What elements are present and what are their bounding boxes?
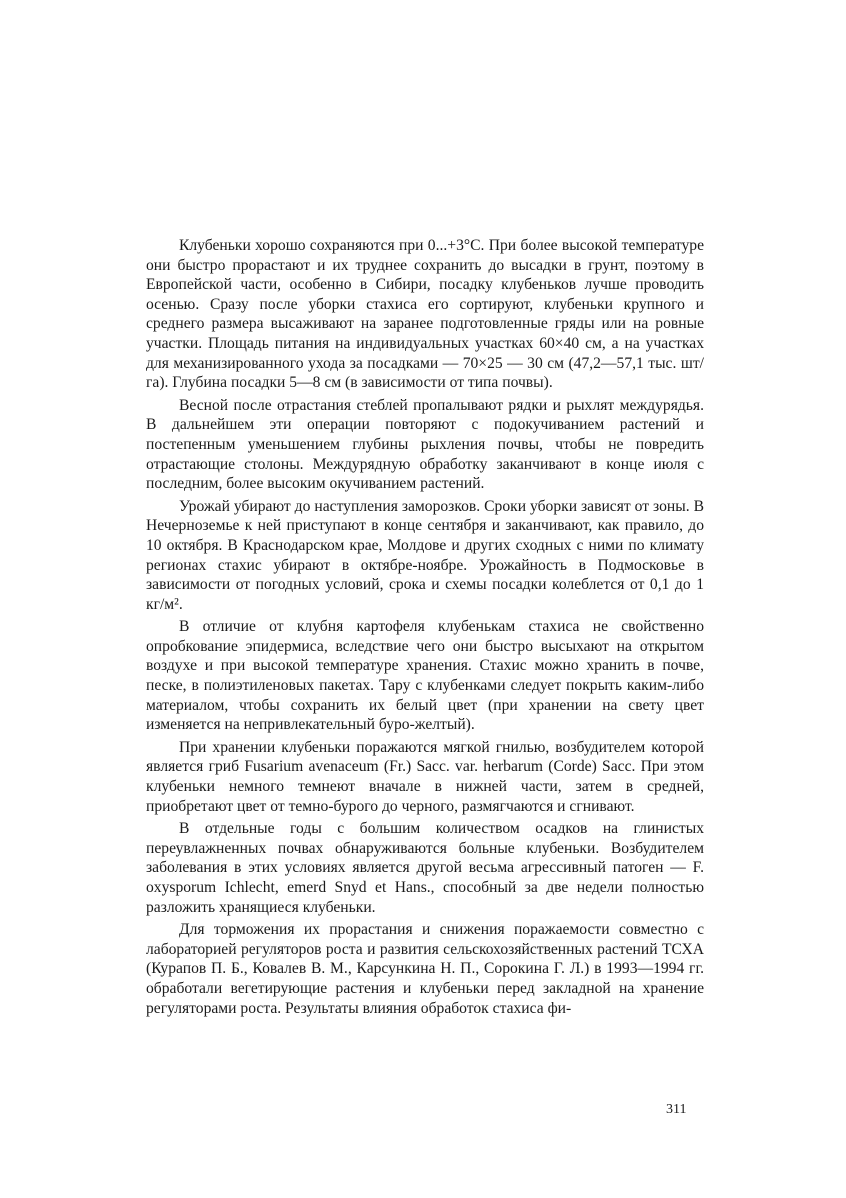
paragraph-spring-care: Весной после отрастания стеблей пропалывают рядки и рыхлят междурядья. В дальнейшем эти операции повторяют с подокучиванием растений и постепенным уменьшением глубины рыхления почвы, чтобы не повредить отрастающие столоны. Междурядную обработку заканчивают в конце июля с последним, более высоким окучиванием растений. (146, 396, 704, 493)
page-body-text (146, 236, 704, 1021)
paragraph-storage-conditions: В отличие от клубня картофеля клубенькам стахиса не свойственно опробкование эпидермиса, вследствие чего они быстро высыхают на открытом воздухе и при высокой температуре хранения. Стахис можно хранить в почве, песке, в полиэтиленовых пакетах. Тару с клубенками следует покрыть каким-либо материалом, чтобы сохранить их белый цвет (при хранении на свету цвет изменяется на непривлекательный буро-желтый). (146, 618, 704, 734)
paragraph-diseased-tubers: В отдельные годы с большим количеством осадков на глинистых переувлажненных почвах обнаруживаются больные клубеньки. Возбудителем заболевания в этих условиях является другой весьма агрессивный патоген — F. oxysporum Ichlecht, emerd Snyd et Hans., способный за две недели полностью разложить хранящиеся клубеньки. (146, 820, 704, 916)
paragraph-soft-rot: При хранении клубеньки поражаются мягкой гнилью, возбудителем которой является гриб Fusarium avenaceum (Fr.) Sacc. var. herbarum (Corde) Sacc. При этом клубеньки немного темнеют вначале в нижней части, затем в средней, приобретают цвет от темно-бурого до черного, размягчаются и сгнивают. (146, 738, 704, 815)
page-number: 311 (666, 1102, 687, 1117)
paragraph-harvest: Урожай убирают до наступления заморозков. Сроки уборки зависят от зоны. В Нечерноземье к ней приступают в конце сентября и заканчивают, как правило, до 10 октября. В Краснодарском крае, Молдове и других сходных с ними по климату регионах стахис убирают в октябре-ноябре. Урожайность в Подмосковье в зависимости от погодных условий, срока и схемы посадки колеблется от 0,1 до 1 кг/м². (146, 497, 704, 613)
paragraph-storage-planting: Клубеньки хорошо сохраняются при 0...+3°С. При более высокой температуре они быстро прорастают и их труднее сохранить до высадки в грунт, поэтому в Европейской части, особенно в Сибири, посадку клубеньков лучше проводить осенью. Сразу после уборки стахиса его сортируют, клубеньки крупного и среднего размера высаживают на заранее подготовленные гряды или на ровные участки. Площадь питания на индивидуальных участках 60×40 см, а на участках для механизированного ухода за посадками — 70×25 — 30 см (47,2—57,1 тыс. шт/га). Глубина посадки 5—8 см (в зависимости от типа почвы). (146, 237, 704, 392)
paragraph-growth-regulators: Для торможения их прорастания и снижения поражаемости совместно с лабораторией регуляторов роста и развития сельскохозяйственных растений ТСХА (Курапов П. Б., Ковалев В. М., Карсункина Н. П., Сорокина Г. Л.) в 1993—1994 гг. обработали вегетирующие растения и клубеньки перед закладной на хранение регуляторами роста. Результаты влияния обработок стахиса фи- (146, 921, 704, 1017)
